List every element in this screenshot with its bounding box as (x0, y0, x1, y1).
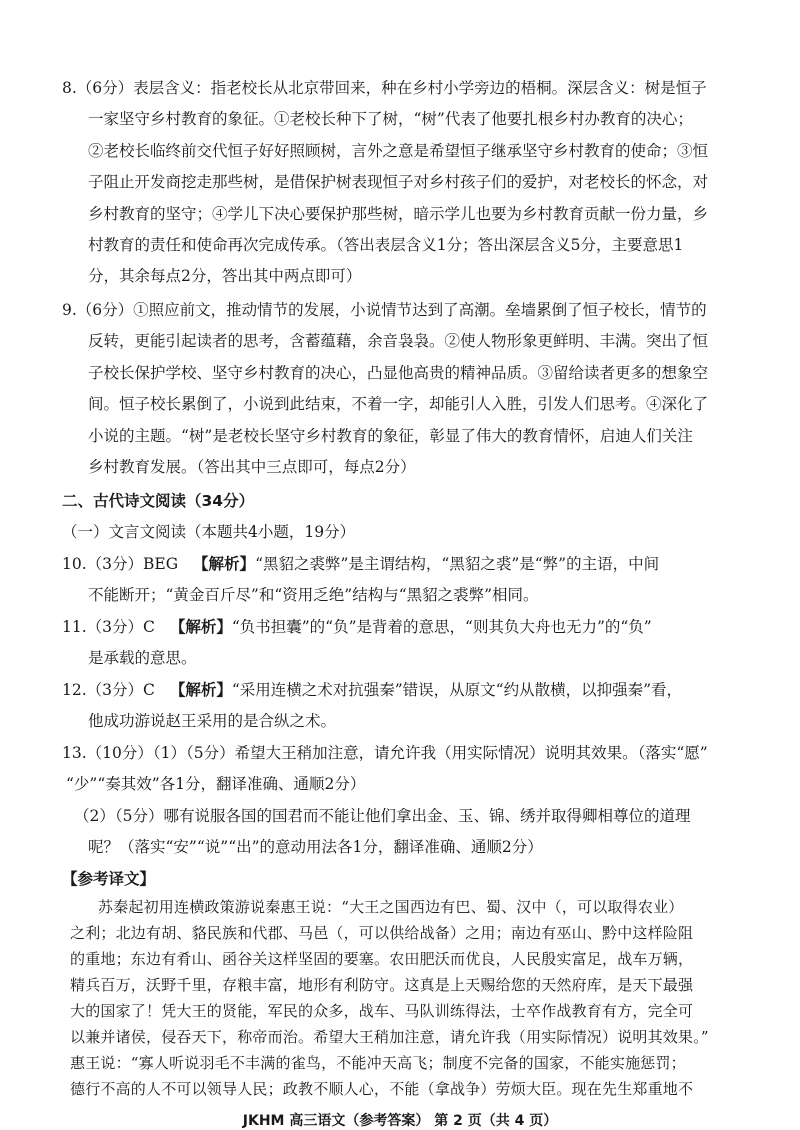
q12-analysis-text: “采用连横之术对抗强秦”错误，从原文“约从散横，以抑强秦”看， (231, 681, 683, 699)
q13-line-2: “少”“奏其效”各1分，翻译准确、通顺2分） (66, 775, 366, 793)
section-title: 二、古代诗文阅读（34分） (62, 492, 255, 510)
q10-line-1 (62, 553, 659, 575)
q8-line-6: 村教育的责任和使命再次完成传承。（答出表层含义1分；答出深层含义5分，主要意思1 (88, 236, 684, 254)
q11-answer: 11.（3分）C (62, 618, 155, 636)
q9-line-3: 子校长保护学校、坚守乡村教育的决心，凸显他高贵的精神品质。③留给读者更多的想象空 (88, 364, 709, 382)
q8-line-7: 分，其余每点2分，答出其中两点即可） (88, 267, 362, 285)
q12-line-1 (62, 679, 682, 701)
q10-analysis-tag: 【解析】 (193, 555, 256, 573)
q11-analysis-text: “负书担囊”的“负”是背着的意思，“则其负大舟也无力”的“负” (231, 618, 652, 636)
q8-line-3: ②老校长临终前交代恒子好好照顾树，言外之意是希望恒子继承坚守乡村教育的使命；③恒 (88, 142, 709, 160)
q8-line-4: 子阻止开发商挖走那些树，是借保护树表现恒子对乡村孩子们的爱护，对老校长的怀念，对 (88, 173, 709, 191)
q12-line-2: 他成功游说赵王采用的是合纵之术。 (88, 712, 337, 730)
q11-line-1 (62, 616, 652, 638)
q13-line-1: 13.（10分）（1）（5分）希望大王稍加注意，请允许我（用实际情况）说明其效果。（落实“愿” (62, 744, 708, 762)
translation-line-5: 大的国家了！凭大王的贤能，军民的众多，战车、马队训练得法，士卒作战教育有方，完全可 (70, 1002, 694, 1020)
q9-line-4: 间。恒子校长累倒了，小说到此结束，不着一字，却能引人入胜，引发人们思考。④深化了 (88, 395, 709, 413)
translation-line-8: 德行不高的人不可以领导人民；政教不顺人心，不能（拿战争）劳烦大臣。现在先生郑重地不 (70, 1080, 694, 1098)
translation-line-3: 的重地；东边有肴山、函谷关这样坚固的要塞。农田肥沃而优良，人民殷实富足，战车万辆， (70, 950, 694, 968)
translation-line-4: 精兵百万，沃野千里，存粮丰富，地形有利防守。这真是上天赐给您的天然府库，是天下最强 (70, 976, 694, 994)
translation-line-6: 以兼并诸侯，侵吞天下，称帝而治。希望大王稍加注意，请允许我（用实际情况）说明其效果。” (70, 1028, 709, 1046)
translation-title: 【参考译文】 (62, 870, 156, 888)
q8-line-1: 8.（6分）表层含义：指老校长从北京带回来，种在乡村小学旁边的梧桐。深层含义：树是恒子 (62, 79, 707, 97)
q8-line-2: 一家坚守乡村教育的象征。①老校长种下了树，“树”代表了他要扎根乡村办教育的决心； (88, 110, 693, 128)
q9-line-1: 9.（6分）①照应前文，推动情节的发展，小说情节达到了高潮。垒墙累倒了恒子校长，情节的 (62, 301, 707, 319)
q10-line-2: 不能断开；“黄金百斤尽”和“资用乏绝”结构与“黑貂之裘弊”相同。 (88, 586, 539, 604)
q12-answer: 12.（3分）C (62, 681, 155, 699)
q8-line-5: 乡村教育的坚守；④学儿下决心要保护那些树，暗示学儿也要为乡村教育贡献一份力量，乡 (88, 205, 709, 223)
q13-line-3: （2）（5分）哪有说服各国的国君而不能让他们拿出金、玉、锦、绣并取得卿相尊位的道理 (74, 807, 691, 825)
q10-analysis-text: “黑貂之裘弊”是主谓结构，“黑貂之裘”是“弊”的主语，中间 (255, 555, 660, 573)
q9-line-2: 反转，更能引起读者的思考，含蓄蕴藉，余音袅袅。②使人物形象更鲜明、丰满。突出了恒 (88, 332, 709, 350)
q12-analysis-tag: 【解析】 (169, 681, 232, 699)
subsection-title: （一）文言文阅读（本题共4小题，19分） (62, 523, 356, 541)
q10-answer: 10.（3分）BEG (62, 555, 179, 573)
q9-line-6: 乡村教育发展。（答出其中三点即可，每点2分） (88, 458, 416, 476)
translation-line-7: 惠王说：“寡人听说羽毛不丰满的雀鸟，不能冲天高飞；制度不完备的国家，不能实施惩罚； (70, 1054, 686, 1072)
translation-line-2: 之利；北边有胡、貉民族和代郡、马邑（，可以供给战备）之用；南边有巫山、黔中这样险阻 (70, 924, 694, 942)
q13-line-4: 呢？（落实“安”“说”“出”的意动用法各1分，翻译准确、通顺2分） (88, 838, 543, 856)
translation-line-1: 苏秦起初用连横政策游说秦惠王说：“大王之国西边有巴、蜀、汉中（，可以取得农业） (98, 898, 684, 916)
q11-line-2: 是承载的意思。 (88, 649, 197, 667)
page-footer: JKHM 高三语文（参考答案） 第 2 页（共 4 页） (242, 1113, 558, 1129)
q11-analysis-tag: 【解析】 (169, 618, 232, 636)
q9-line-5: 小说的主题。“树”是老校长坚守乡村教育的象征，彰显了伟大的教育情怀，启迪人们关注 (88, 427, 693, 445)
